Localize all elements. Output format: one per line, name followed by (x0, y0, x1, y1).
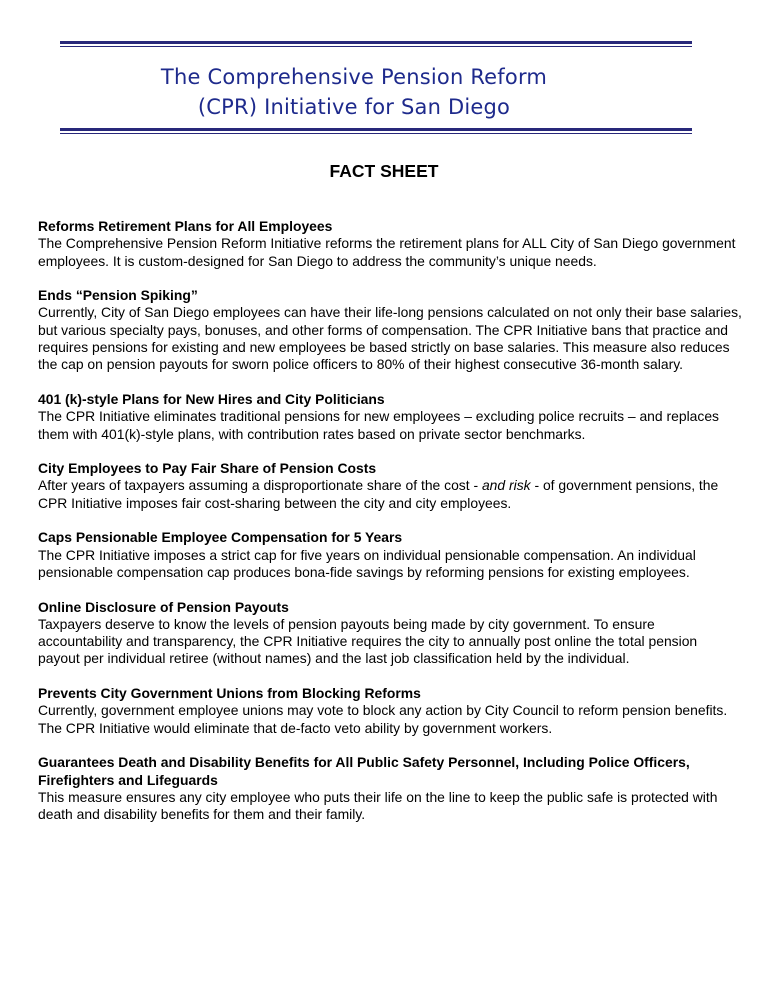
section-heading: Ends “Pension Spiking” (38, 287, 198, 304)
section-body: This measure ensures any city employee who puts their life on the line to keep the public safe is protected with death and disability benefits for them and their family. (38, 788, 718, 823)
section-body (38, 477, 742, 512)
fact-sheet-body (38, 218, 742, 841)
section-401k-plans (38, 391, 742, 443)
section-prevents-union-blocking (38, 685, 742, 737)
section-ends-pension-spiking (38, 287, 742, 373)
section-death-disability-benefits (38, 754, 742, 823)
section-heading: Reforms Retirement Plans for All Employees (38, 218, 333, 234)
section-body-part: - of government pensions, the CPR Initiative imposes fair cost-sharing between the city and city employees. (38, 477, 719, 511)
section-body: The CPR Initiative eliminates traditional pensions for new employees – excluding police recruits – and replaces them with 401(k)-style plans, with contribution rates based on private sector benchmarks. (38, 408, 719, 442)
title-line-2: (CPR) Initiative for San Diego (197, 95, 511, 119)
section-heading: Guarantees Death and Disability Benefits for All Public Safety Personnel, Including Police Officers, Firefighters and Lifeguards (38, 754, 690, 788)
fact-sheet-heading: FACT SHEET (329, 161, 439, 181)
section-online-disclosure (38, 599, 742, 668)
section-body: The CPR Initiative imposes a strict cap for five years on individual pensionable compensation. An individual pensionable compensation cap produces bona-fide savings by reforming pensions for existing employees. (38, 546, 696, 580)
section-body: The Comprehensive Pension Reform Initiative reforms the retirement plans for ALL City of San Diego government employees. It is custom-designed for San Diego to address the community’s unique needs. (38, 235, 736, 269)
section-body: Currently, City of San Diego employees can have their life-long pensions calculated on not only their base salaries, but various specialty pays, bonuses, and other forms of compensation. The CPR Initiative bans that practice and requires pensions for existing and new employees be based strictly on base salaries. This measure also reduces the cap on pension payouts for sworn police officers to 80% of their highest consecutive 36-month salary. (38, 304, 742, 373)
section-body-part: After years of taxpayers assuming a disproportionate share of the cost - (38, 477, 482, 494)
section-heading: 401 (k)-style Plans for New Hires and City Politicians (38, 390, 385, 407)
title-line-1: The Comprehensive Pension Reform (160, 65, 548, 89)
section-heading: Caps Pensionable Employee Compensation for 5 Years (38, 529, 403, 546)
document-title (0, 62, 708, 122)
section-heading: City Employees to Pay Fair Share of Pension Costs (38, 460, 377, 477)
section-body: Currently, government employee unions may vote to block any action by City Council to reform pension benefits. The CPR Initiative would eliminate that de-facto veto ability by government workers. (38, 702, 728, 736)
section-body-emphasis: and risk (481, 477, 531, 494)
section-heading: Online Disclosure of Pension Payouts (38, 598, 289, 615)
header-top-rule (60, 41, 692, 47)
section-reforms-retirement-plans (38, 218, 742, 270)
section-fair-share-costs (38, 460, 742, 512)
header-bottom-rule (60, 128, 692, 134)
section-heading: Prevents City Government Unions from Blocking Reforms (38, 685, 421, 702)
section-caps-compensation (38, 529, 742, 581)
section-body: Taxpayers deserve to know the levels of pension payouts being made by city government. To ensure accountability and transparency, the CPR Initiative requires the city to annually post online the total pension payout per individual retiree (without names) and the last job classification held by the individual. (38, 615, 698, 667)
